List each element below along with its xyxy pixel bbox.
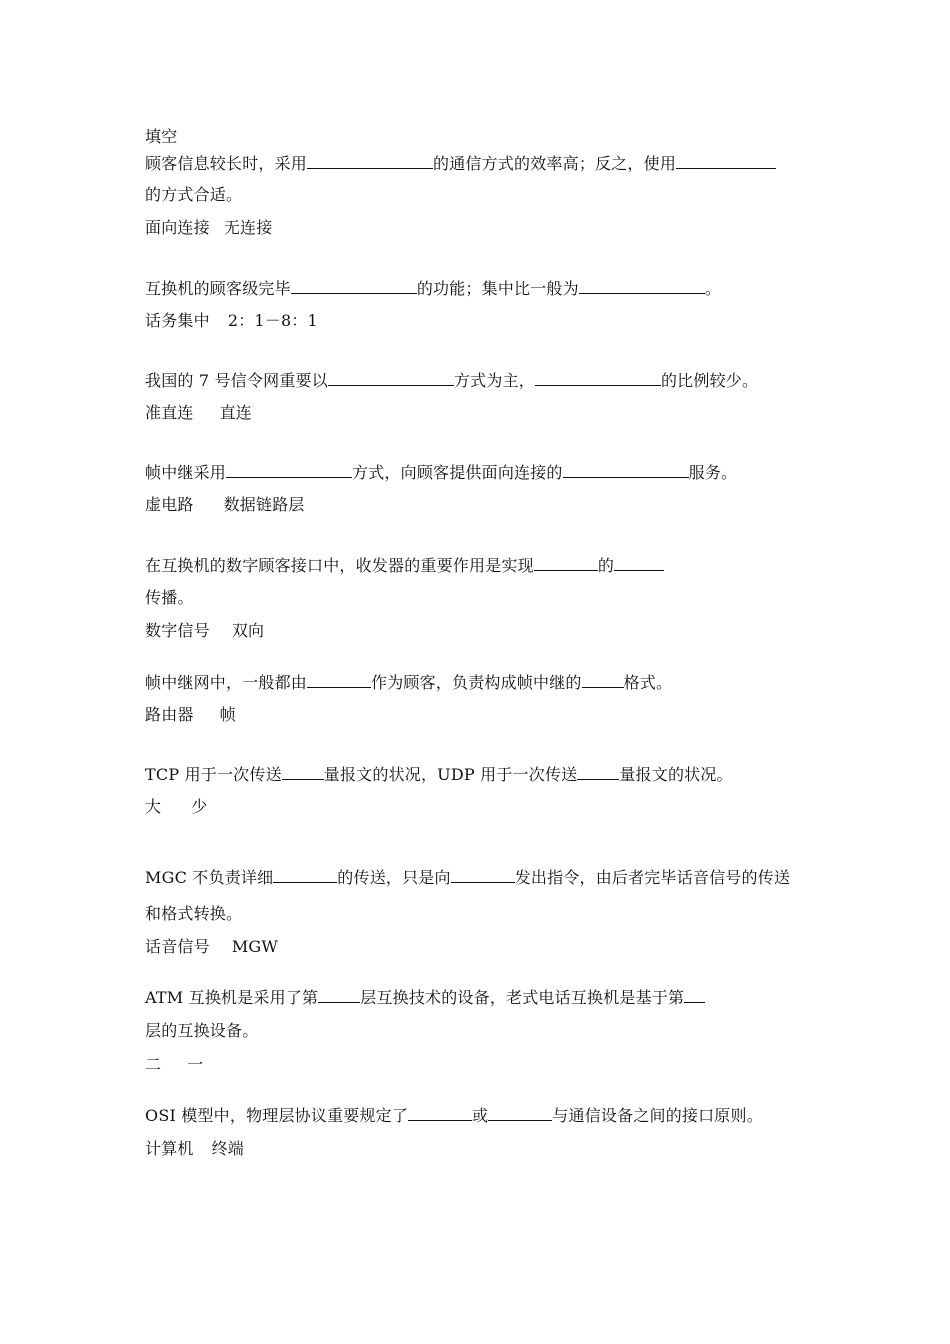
blank [282, 763, 324, 780]
blank [684, 986, 705, 1003]
question-text: 帧中继采用 [145, 463, 227, 482]
question-6 [145, 671, 672, 694]
question-text: 我国的 7 号信令网重要以 [145, 371, 328, 390]
answer-text: 话音信号 [145, 937, 210, 956]
blank [614, 554, 664, 571]
question-text: OSI 模型中，物理层协议重要规定了 [145, 1106, 409, 1125]
question-text: 格式。 [623, 673, 673, 692]
answer-text: MGW [231, 937, 279, 956]
question-text: 的比例较少。 [660, 371, 759, 390]
answer-9 [145, 1054, 203, 1076]
question-text: 量报文的状况，UDP 用于一次传送 [323, 765, 578, 784]
answer-text: 终端 [211, 1139, 245, 1158]
question-5-line-1 [145, 554, 664, 577]
answer-text: 无连接 [223, 218, 273, 237]
question-text: 顾客信息较长时，采用 [145, 154, 308, 173]
blank [226, 461, 352, 478]
question-text: 互换机的顾客级完毕 [145, 279, 291, 298]
blank [534, 554, 598, 571]
answer-2 [145, 310, 318, 332]
answer-8 [145, 936, 278, 958]
answer-text: 准直连 [145, 403, 194, 422]
question-text: 与通信设备之间的接口原则。 [552, 1106, 763, 1125]
question-9-line-2: 层的互换设备。 [145, 1021, 259, 1040]
blank [488, 1104, 552, 1121]
question-text: 或 [472, 1106, 489, 1125]
question-text: 帧中继网中，一般都由 [145, 673, 308, 692]
question-text: 的通信方式的效率高；反之，使用 [433, 154, 677, 173]
answer-text: 话务集中 [145, 311, 210, 330]
question-text: 方式，向顾客提供面向连接的 [352, 463, 563, 482]
answer-7 [145, 796, 207, 818]
question-text: 的传送，只是向 [337, 868, 451, 887]
question-text: 方式为主， [453, 371, 535, 390]
blank [273, 866, 337, 883]
blank [307, 671, 371, 688]
blank [582, 671, 624, 688]
answer-5 [145, 620, 264, 642]
answer-text: 大 [145, 797, 162, 816]
question-5-line-2: 传播。 [145, 588, 194, 607]
blank [451, 866, 515, 883]
blank [579, 277, 705, 294]
blank [291, 277, 417, 294]
blank [408, 1104, 472, 1121]
answer-text: 二 [145, 1055, 162, 1074]
blank [307, 152, 433, 169]
section-heading: 填空 [145, 127, 178, 146]
answer-text: 双向 [231, 621, 265, 640]
question-text: 服务。 [688, 463, 738, 482]
blank [318, 986, 360, 1003]
question-3 [145, 369, 758, 392]
answer-text: 路由器 [145, 705, 194, 724]
question-text: 层互换技术的设备，老式电话互换机是基于第 [360, 988, 685, 1007]
question-1-line-1 [145, 152, 776, 175]
blank [563, 461, 689, 478]
answer-4 [145, 494, 305, 516]
question-text: MGC 不负责详细 [145, 868, 274, 887]
blank [577, 763, 619, 780]
answer-3 [145, 402, 252, 424]
answer-text: 帧 [219, 705, 236, 724]
answer-text: 计算机 [145, 1139, 194, 1158]
answer-text: 数字信号 [145, 621, 210, 640]
answer-6 [145, 704, 236, 726]
answer-text: 直连 [219, 403, 253, 422]
blank [328, 369, 454, 386]
question-2 [145, 277, 721, 300]
answer-text: 虚电路 [145, 495, 194, 514]
question-9-line-1 [145, 986, 705, 1009]
answer-text: 一 [187, 1055, 204, 1074]
answer-text: 面向连接 [145, 218, 210, 237]
question-text: ATM 互换机是采用了第 [145, 988, 319, 1007]
question-text: 的 [597, 556, 615, 575]
question-text: TCP 用于一次传送 [145, 765, 282, 784]
question-10 [145, 1104, 763, 1127]
question-text: 量报文的状况。 [619, 765, 733, 784]
blank [676, 152, 776, 169]
question-text: 在互换机的数字顾客接口中，收发器的重要作用是实现 [145, 556, 534, 575]
question-4 [145, 461, 737, 484]
answer-text: 少 [191, 797, 208, 816]
answer-text: 2：1－8：1 [227, 311, 318, 330]
question-8-line-1 [145, 866, 790, 889]
question-8-line-2: 和格式转换。 [145, 904, 243, 923]
question-1-line-2: 的方式合适。 [145, 185, 243, 204]
question-text: 作为顾客，负责构成帧中继的 [371, 673, 582, 692]
blank [535, 369, 661, 386]
question-text: 的功能；集中比一般为 [416, 279, 579, 298]
answer-10 [145, 1138, 244, 1160]
answer-1 [145, 217, 272, 239]
question-text: 发出指令，由后者完毕话音信号的传送 [514, 868, 791, 887]
question-text: 。 [704, 279, 722, 298]
question-7 [145, 763, 733, 786]
answer-text: 数据链路层 [223, 495, 305, 514]
